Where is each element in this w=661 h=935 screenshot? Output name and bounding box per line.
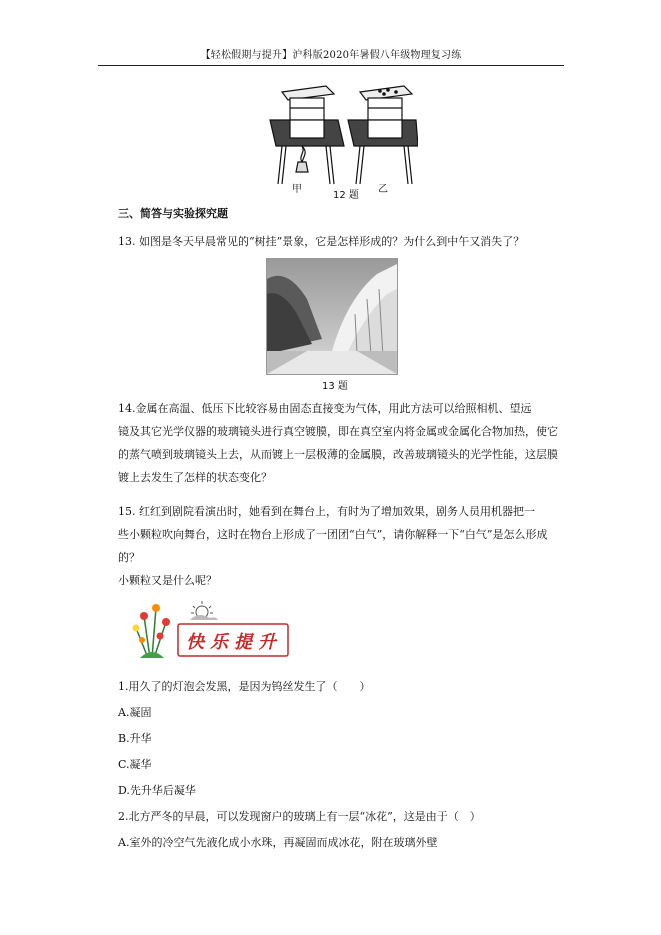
question-13 — [118, 230, 563, 253]
figure-12-beakers — [268, 80, 418, 195]
figure-13-caption: 13 题 — [322, 381, 348, 392]
question-15-line-3: 小颗粒又是什么呢？ — [118, 574, 217, 587]
question-14-line-1: 14.金属在高温、低压下比较容易由固态直接变为气体，用此方法可以给照相机、望远 — [118, 402, 532, 415]
beaker-left-diagram — [270, 86, 344, 184]
figure-12-caption: 12 题 — [333, 190, 359, 201]
question-14-line-2: 镜及其它光学仪器的玻璃镜头进行真空镀膜，即在真空室内将金属或金属化合物加热，使它 — [118, 425, 558, 438]
banner-text: 快乐提升 — [186, 632, 282, 653]
happy-improve-banner — [130, 598, 290, 664]
rime-trees-photo — [266, 258, 398, 375]
beaker-right-diagram — [348, 86, 418, 184]
problem-1-option-d: D.先升华后凝华 — [118, 784, 196, 797]
question-14 — [118, 397, 563, 489]
page-header: 【轻松假期与提升】沪科版2020年暑假八年级物理复习练 — [98, 46, 564, 66]
problem-2-stem: 2.北方严冬的早晨，可以发现窗户的玻璃上有一层“冰花”，这是由于（ ） — [118, 810, 481, 823]
section-3-title: 三、简答与实验探究题 — [118, 207, 228, 220]
problem-2-option-a: A.室外的冷空气先液化成小水珠，再凝固而成冰花，附在玻璃外壁 — [118, 836, 438, 849]
problem-1-option-a: A.凝固 — [118, 706, 152, 719]
question-15 — [118, 500, 563, 592]
problem-1-option-b: B.升华 — [118, 732, 152, 745]
problem-1-stem: 1.用久了的灯泡会发黑，是因为钨丝发生了（ ） — [118, 680, 371, 693]
question-14-line-4: 镀上去发生了怎样的状态变化？ — [118, 471, 272, 484]
figure-12-label-right: 乙 — [378, 184, 388, 195]
sun-icon — [190, 601, 218, 620]
question-13-text: 13. 如图是冬天早晨常见的“树挂”景象，它是怎样形成的？为什么到中午又消失了？ — [118, 235, 525, 248]
figure-12-label-left: 甲 — [292, 184, 302, 195]
question-15-line-1: 15. 红红到剧院看演出时，她看到在舞台上，有时为了增加效果，剧务人员用机器把一 — [118, 505, 535, 518]
flower-bouquet-icon — [133, 604, 171, 658]
problem-1-option-c: C.凝华 — [118, 758, 152, 771]
question-14-line-3: 的蒸气喷到玻璃镜头上去，从而镀上一层极薄的金属膜，改善玻璃镜头的光学性能，这层膜 — [118, 448, 558, 461]
question-15-line-2: 些小颗粒吹向舞台，这时在物台上形成了一团团“白气”，请你解释一下“白气”是怎么形成的？ — [118, 528, 548, 564]
